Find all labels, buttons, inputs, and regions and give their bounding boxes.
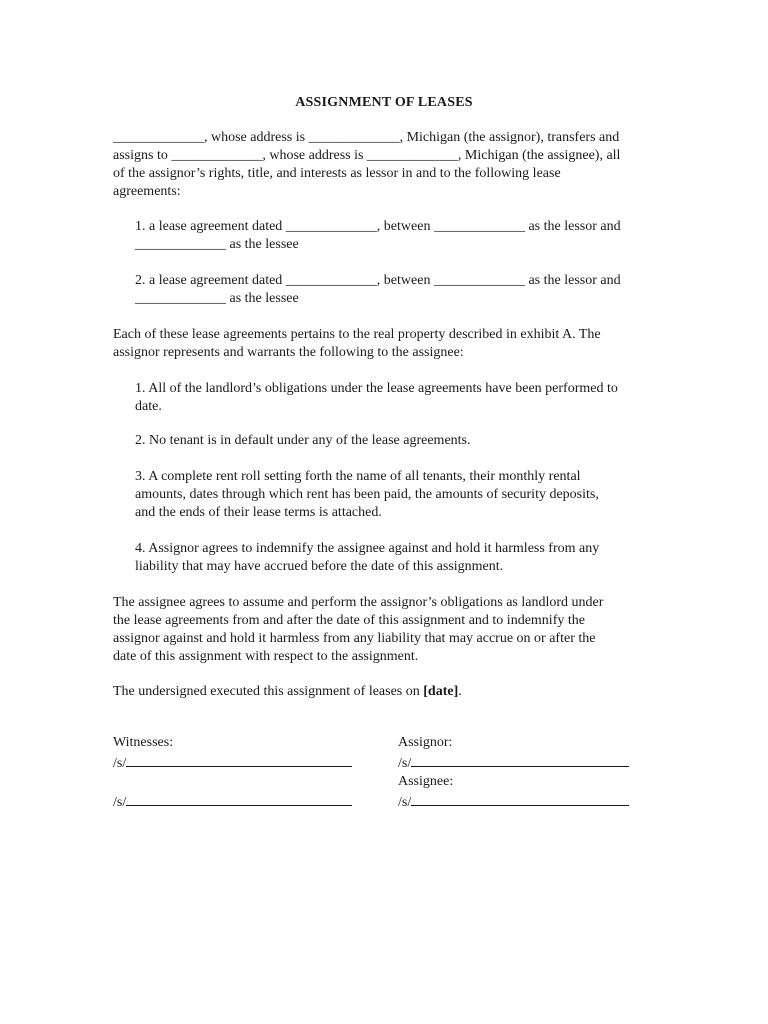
warranty-line: and the ends of their lease terms is attached.	[135, 505, 382, 520]
warranty-item-1	[135, 380, 660, 416]
intro-line: agreements:	[113, 184, 181, 199]
assignee-signature	[398, 791, 629, 812]
warranty-line: amounts, dates through which rent has been paid, the amounts of security deposits,	[135, 487, 599, 502]
date-placeholder: [date]	[423, 684, 459, 699]
lease-item-2	[135, 272, 660, 308]
document-title: ASSIGNMENT OF LEASES	[295, 95, 473, 110]
sig-prefix: /s/	[398, 795, 412, 810]
signature-line	[411, 752, 629, 767]
execution-line	[113, 683, 658, 701]
sig-prefix: /s/	[398, 756, 412, 771]
warranty-line: 1. All of the landlord’s obligations under the lease agreements have been performed to	[135, 381, 618, 396]
assumption-line: assignor against and hold it harmless from any liability that may accrue on or after the	[113, 631, 596, 646]
sig-prefix: /s/	[113, 795, 127, 810]
intro-paragraph	[113, 129, 658, 201]
lease-item-1	[135, 218, 660, 254]
intro-line: assigns to _____________, whose address is _____________, Michigan (the assignee), all	[113, 148, 621, 163]
signature-line	[411, 791, 629, 806]
pertains-line: assignor represents and warrants the following to the assignee:	[113, 345, 464, 360]
witnesses-block	[113, 734, 352, 812]
assumption-line: The assignee agrees to assume and perform the assignor’s obligations as landlord under	[113, 595, 604, 610]
warranty-item-3	[135, 468, 660, 522]
assignee-label: Assignee:	[398, 774, 454, 789]
signature-line	[126, 791, 352, 806]
warranty-line: 2. No tenant is in default under any of the lease agreements.	[135, 433, 471, 448]
witness-signature-1	[113, 752, 352, 773]
assumption-paragraph	[113, 594, 658, 666]
spacer	[113, 773, 352, 791]
execution-paragraph	[113, 683, 658, 701]
warranty-line: 4. Assignor agrees to indemnify the assignee against and hold it harmless from any	[135, 541, 600, 556]
execution-end: .	[458, 684, 462, 699]
lease-item-line: _____________ as the lessee	[135, 291, 299, 306]
warranty-item-2	[135, 432, 660, 450]
signature-line	[126, 752, 352, 767]
pertains-line: Each of these lease agreements pertains to the real property described in exhibit A. The	[113, 327, 601, 342]
assumption-line: date of this assignment with respect to the assignment.	[113, 649, 419, 664]
lease-item-line: _____________ as the lessee	[135, 237, 299, 252]
warranty-item-4	[135, 540, 660, 576]
intro-line: of the assignor’s rights, title, and interests as lessor in and to the following lease	[113, 166, 561, 181]
intro-line: _____________, whose address is _____________, Michigan (the assignor), transfers and	[113, 130, 620, 145]
parties-block	[398, 734, 629, 812]
execution-text: The undersigned executed this assignment of leases on	[113, 684, 424, 699]
warranty-line: date.	[135, 399, 162, 414]
warranty-line: liability that may have accrued before the date of this assignment.	[135, 559, 504, 574]
witness-signature-2	[113, 791, 352, 812]
assumption-line: the lease agreements from and after the date of this assignment and to indemnify the	[113, 613, 585, 628]
warranty-line: 3. A complete rent roll setting forth the name of all tenants, their monthly rental	[135, 469, 581, 484]
assignor-label: Assignor:	[398, 735, 453, 750]
pertains-paragraph	[113, 326, 658, 362]
sig-prefix: /s/	[113, 756, 127, 771]
assignor-signature	[398, 752, 629, 773]
lease-item-line: 2. a lease agreement dated _____________, between _____________ as the lessor and	[135, 273, 621, 288]
lease-item-line: 1. a lease agreement dated _____________, between _____________ as the lessor and	[135, 219, 621, 234]
witnesses-label: Witnesses:	[113, 735, 174, 750]
